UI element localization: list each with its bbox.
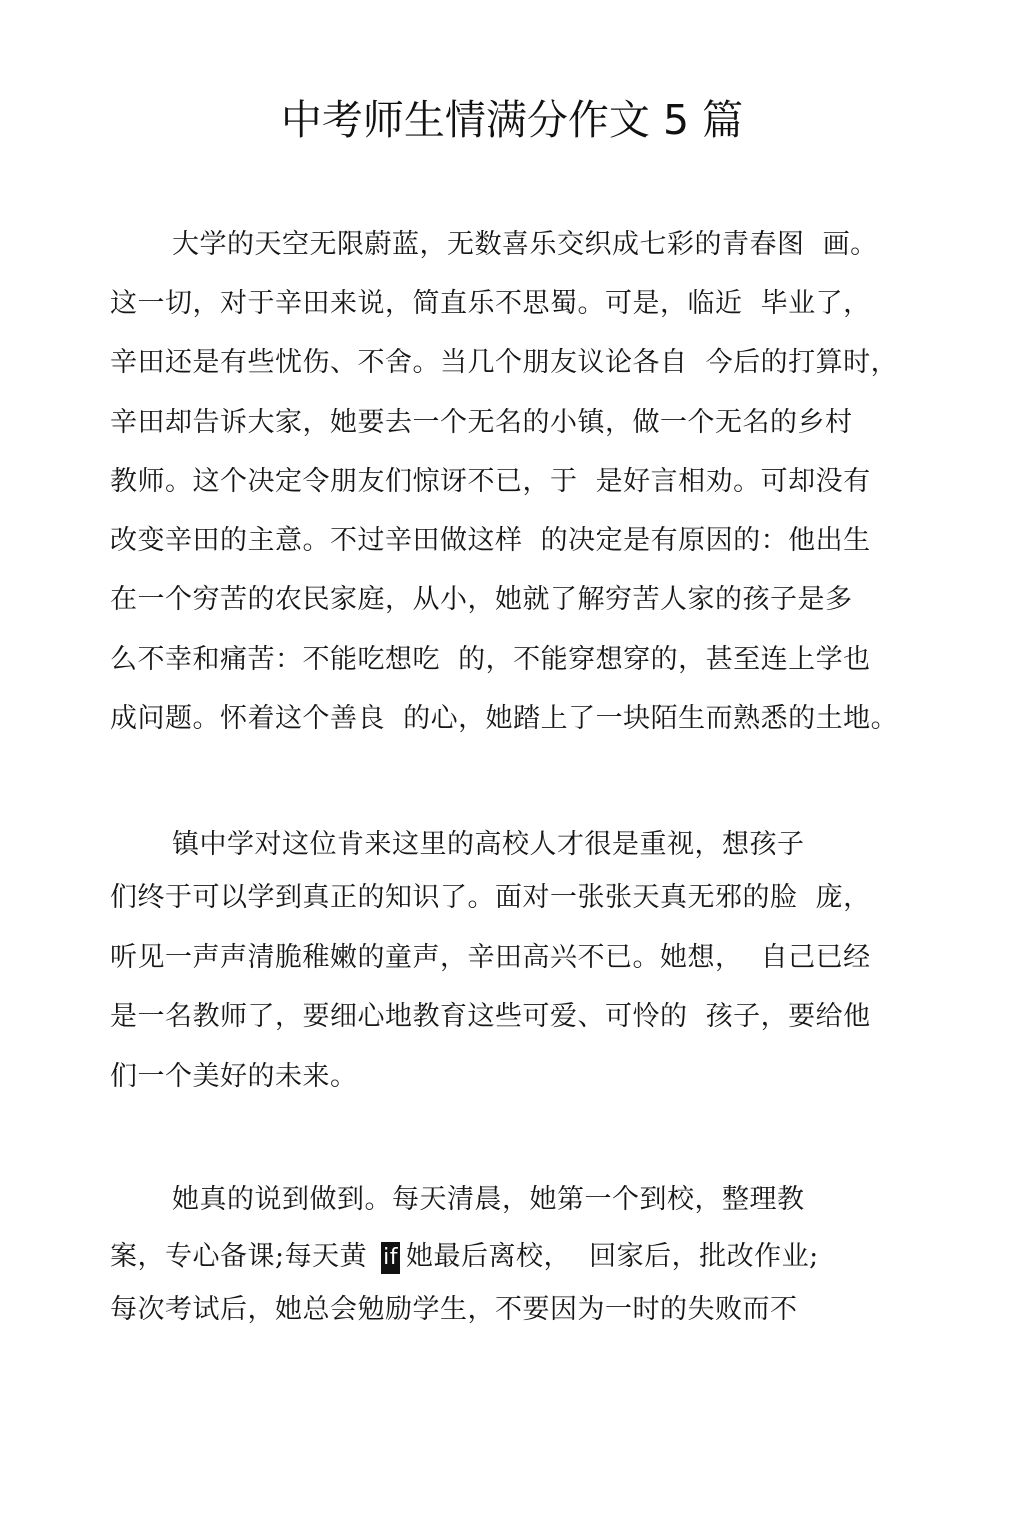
text-line: 在一个穷苦的农民家庭，从小，她就了解穷苦人家的孩子是多 xyxy=(110,584,853,615)
text-line: 是一名教师了，要细心地教育这些可爱、可怜的 孩子，要给他 xyxy=(110,1001,871,1032)
text-line: 镇中学对这位肯来这里的高校人才很是重视，想孩子 xyxy=(172,829,805,860)
document-title: 中考师生情满分作文 5 篇 xyxy=(280,96,744,144)
text-line: 辛田还是有些忧伤、不舍。当几个朋友议论各自 今后的打算时， xyxy=(110,347,899,378)
text-line: 么不幸和痛苦：不能吃想吃 的，不能穿想穿的，甚至连上学也 xyxy=(110,644,871,675)
text-line: 成问题。怀着这个善良 的心，她踏上了一块陌生而熟悉的土地。 xyxy=(110,703,899,734)
text-line: 们一个美好的未来。 xyxy=(110,1061,358,1092)
text-line-with-mark xyxy=(110,1237,819,1277)
text-line: 们终于可以学到真正的知识了。面对一张张天真无邪的脸 庞， xyxy=(110,882,871,913)
text-line: 大学的天空无限蔚蓝，无数喜乐交织成七彩的青春图 画。 xyxy=(172,229,878,260)
highlight-mark: if xyxy=(381,1242,400,1274)
text-line: 每次考试后，她总会勉励学生，不要因为一时的失败而不 xyxy=(110,1294,798,1325)
text-line: 改变辛田的主意。不过辛田做这样 的决定是有原因的：他出生 xyxy=(110,525,871,556)
text-fragment: 案，专心备课;每天黄 xyxy=(110,1241,368,1272)
text-fragment: 她最后离校， 回家后，批改作业; xyxy=(405,1241,819,1272)
text-line: 听见一声声清脆稚嫩的童声，辛田高兴不已。她想， 自己已经 xyxy=(110,942,871,973)
text-line: 辛田却告诉大家，她要去一个无名的小镇，做一个无名的乡村 xyxy=(110,407,853,438)
text-line: 她真的说到做到。每天清晨，她第一个到校，整理教 xyxy=(172,1184,805,1215)
text-line: 这一切，对于辛田来说，简直乐不思蜀。可是，临近 毕业了， xyxy=(110,288,871,319)
text-line: 教师。这个决定令朋友们惊讶不已，于 是好言相劝。可却没有 xyxy=(110,466,871,497)
